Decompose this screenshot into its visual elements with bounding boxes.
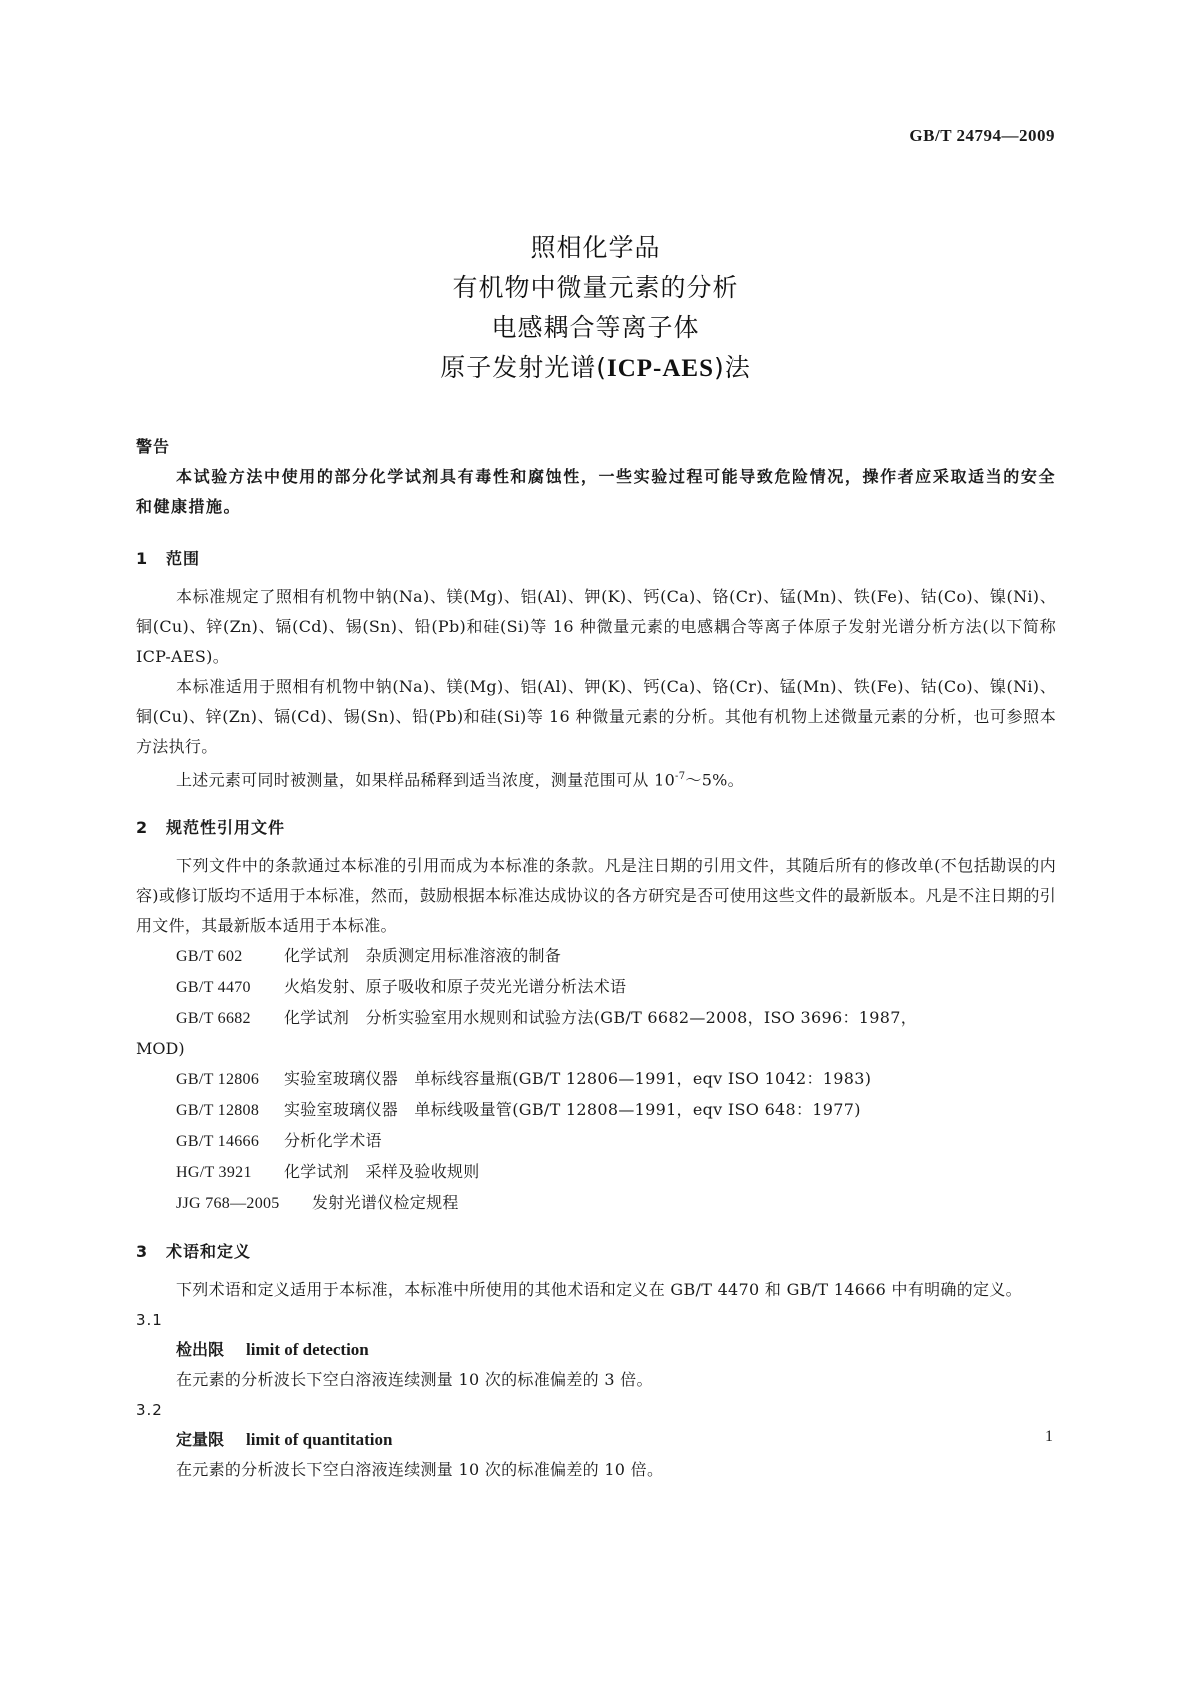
section-3-intro: 下列术语和定义适用于本标准，本标准中所使用的其他术语和定义在 GB/T 4470 和 GB/T 14666 中有明确的定义。	[176, 1280, 1022, 1300]
reference-item	[136, 1095, 1056, 1126]
section-1-paragraph-2: 本标准适用于照相有机物中钠(Na)、镁(Mg)、铝(Al)、钾(K)、钙(Ca)、铬(Cr)、锰(Mn)、铁(Fe)、钴(Co)、镍(Ni)、铜(Cu)、锌(Zn)、镉(Cd)、锡(Sn)、铅(Pb)和硅(Si)等 16 种微量元素的分析。其他有机物上述微量元素的分析，也可参照本方法执行。	[136, 677, 1056, 756]
section-3-title: 术语和定义	[166, 1242, 252, 1262]
reference-title: 发射光谱仪检定规程	[312, 1193, 459, 1213]
term-english: limit of detection	[246, 1340, 369, 1360]
reference-code: JJG 768—2005	[176, 1195, 280, 1213]
term-definition: 在元素的分析波长下空白溶液连续测量 10 次的标准偏差的 10 倍。	[176, 1460, 664, 1480]
section-1-number: 1	[136, 549, 149, 568]
reference-item	[136, 972, 1056, 1003]
section-1-paragraph-3-suffix: ～5%。	[685, 770, 744, 790]
title-line-3: 电感耦合等离子体	[491, 313, 700, 342]
warning-text: 本试验方法中使用的部分化学试剂具有毒性和腐蚀性，一些实验过程可能导致危险情况，操作者应采取适当的安全和健康措施。	[136, 467, 1056, 516]
term-entry	[136, 1425, 1056, 1455]
reference-title: 实验室玻璃仪器 单标线吸量管(GB/T 12808—1991，eqv ISO 648：1977)	[284, 1100, 861, 1120]
reference-code: GB/T 6682	[176, 1010, 251, 1028]
section-1-paragraph-3-prefix: 上述元素可同时被测量，如果样品稀释到适当浓度，测量范围可从 10	[176, 770, 676, 790]
reference-title: 火焰发射、原子吸收和原子荧光光谱分析法术语	[284, 977, 627, 997]
reference-item	[136, 1064, 1056, 1095]
term-chinese: 定量限	[176, 1430, 225, 1450]
reference-title: 化学试剂 分析实验室用水规则和试验方法(GB/T 6682—2008，ISO 3696：1987，	[284, 1008, 917, 1028]
title-line-4-abbr: ICP-AES	[606, 355, 714, 382]
section-3-heading	[136, 1237, 1056, 1267]
reference-code: GB/T 12808	[176, 1102, 260, 1120]
reference-code: GB/T 12806	[176, 1071, 260, 1089]
section-1-paragraph-3	[136, 762, 1056, 795]
section-1-heading	[136, 544, 1056, 574]
section-2-title: 规范性引用文件	[166, 818, 286, 838]
reference-item	[136, 1126, 1056, 1157]
reference-code: GB/T 602	[176, 948, 243, 966]
reference-code: GB/T 4470	[176, 979, 251, 997]
term-english: limit of quantitation	[246, 1430, 393, 1450]
reference-title: 分析化学术语	[284, 1131, 382, 1151]
page-number: 1	[1045, 1428, 1053, 1445]
reference-item	[136, 1003, 1056, 1034]
document-title	[0, 228, 1191, 389]
reference-code: GB/T 14666	[176, 1133, 260, 1151]
title-line-4-suffix: )法	[714, 353, 751, 382]
title-line-4-prefix: 原子发射光谱(	[440, 353, 607, 382]
reference-item	[136, 1157, 1056, 1188]
section-2-heading	[136, 813, 1056, 843]
term-entry	[136, 1335, 1056, 1365]
warning-heading: 警告	[136, 437, 171, 456]
section-3-number: 3	[136, 1242, 149, 1262]
reference-item	[136, 1188, 1056, 1219]
reference-code: HG/T 3921	[176, 1164, 252, 1182]
section-2-number: 2	[136, 818, 149, 838]
section-1-title: 范围	[166, 549, 201, 568]
term-number: 3.2	[136, 1401, 163, 1420]
standard-code: GB/T 24794—2009	[909, 126, 1055, 145]
title-line-4	[0, 348, 1191, 389]
term-definition: 在元素的分析波长下空白溶液连续测量 10 次的标准偏差的 3 倍。	[176, 1370, 653, 1390]
section-2-intro: 下列文件中的条款通过本标准的引用而成为本标准的条款。凡是注日期的引用文件，其随后所有的修改单(不包括勘误的内容)或修订版均不适用于本标准，然而，鼓励根据本标准达成协议的各方研究是否可使用这些文件的最新版本。凡是不注日期的引用文件，其最新版本适用于本标准。	[136, 856, 1056, 936]
title-line-2: 有机物中微量元素的分析	[452, 273, 739, 302]
reference-title: 实验室玻璃仪器 单标线容量瓶(GB/T 12806—1991，eqv ISO 1042：1983)	[284, 1069, 872, 1089]
document-body	[136, 432, 1056, 1485]
reference-item	[136, 941, 1056, 972]
term-number: 3.1	[136, 1311, 163, 1330]
range-exponent: -7	[675, 771, 686, 782]
term-chinese: 检出限	[176, 1340, 225, 1360]
reference-title: 化学试剂 杂质测定用标准溶液的制备	[284, 946, 562, 966]
reference-continuation: MOD)	[136, 1039, 185, 1059]
reference-title: 化学试剂 采样及验收规则	[284, 1162, 480, 1182]
title-line-1: 照相化学品	[530, 233, 661, 262]
section-1-paragraph-1: 本标准规定了照相有机物中钠(Na)、镁(Mg)、铝(Al)、钾(K)、钙(Ca)、铬(Cr)、锰(Mn)、铁(Fe)、钴(Co)、镍(Ni)、铜(Cu)、锌(Zn)、镉(Cd)、锡(Sn)、铅(Pb)和硅(Si)等 16 种微量元素的电感耦合等离子体原子发射光谱分析方法(以下简称 ICP-AES)。	[136, 587, 1056, 666]
